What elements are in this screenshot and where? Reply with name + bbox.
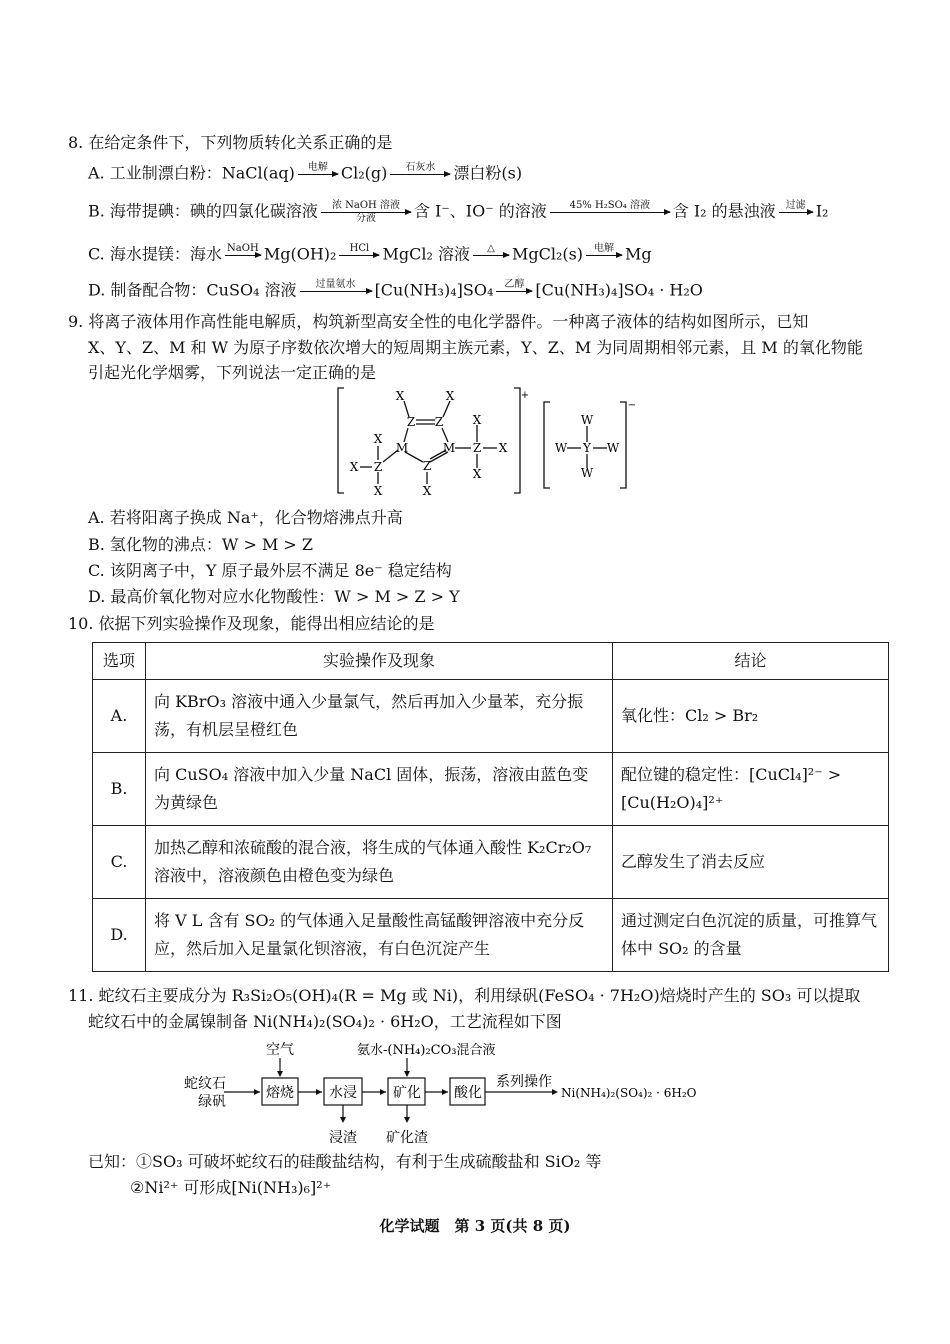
text: A. 工业制漂白粉：NaCl(aq) bbox=[88, 163, 295, 183]
series-operations-label: 系列操作 bbox=[496, 1074, 552, 1090]
q8-option-a bbox=[88, 162, 522, 186]
q8-stem: 8. 在给定条件下，下列物质转化关系正确的是 bbox=[68, 133, 393, 152]
q9-option-d: D. 最高价氧化物对应水化物酸性：W > M > Z > Y bbox=[88, 587, 460, 606]
row-option: B. bbox=[93, 753, 146, 826]
atom-x: X bbox=[395, 389, 405, 403]
text: I₂ bbox=[815, 201, 829, 221]
table-row bbox=[93, 680, 889, 753]
text: C. 海水提镁：海水 bbox=[88, 244, 222, 264]
q8-option-b bbox=[88, 200, 828, 224]
text: Cl₂(g) bbox=[340, 163, 388, 183]
atom-w: W bbox=[606, 441, 620, 455]
q11-known-1: 已知：①SO₃ 可破坏蛇纹石的硅酸盐结构，有利于生成硫酸盐和 SiO₂ 等 bbox=[88, 1152, 602, 1171]
atom-x: X bbox=[349, 460, 359, 474]
arrow bbox=[300, 279, 372, 303]
input-green-vitriol: 绿矾 bbox=[198, 1094, 226, 1110]
header-option: 选项 bbox=[93, 643, 146, 680]
text: 漂白粉(s) bbox=[453, 163, 523, 183]
q9-stem-line3: 引起光化学烟雾，下列说法一定正确的是 bbox=[88, 363, 377, 382]
q8-option-c bbox=[88, 243, 652, 267]
arrow bbox=[225, 243, 261, 267]
atom-z: Z bbox=[472, 441, 482, 455]
text: 含 I₂ 的悬浊液 bbox=[672, 201, 776, 221]
atom-m: M bbox=[395, 441, 409, 455]
text: [Cu(NH₃)₄]SO₄ · H₂O bbox=[535, 280, 703, 300]
atom-x: X bbox=[373, 432, 383, 446]
header-experiment: 实验操作及现象 bbox=[146, 643, 613, 680]
q11-stem-line1: 11. 蛇纹石主要成分为 R₃Si₂O₅(OH)₄(R = Mg 或 Ni)，利用绿矾(FeSO₄ · 7H₂O)焙烧时产生的 SO₃ 可以提取 bbox=[68, 986, 861, 1005]
input-air: 空气 bbox=[266, 1042, 294, 1058]
atom-x: X bbox=[472, 413, 482, 427]
arrow bbox=[390, 162, 450, 186]
arrow bbox=[496, 279, 532, 303]
header-conclusion: 结论 bbox=[613, 643, 889, 680]
atom-x: X bbox=[445, 389, 455, 403]
step-roasting: 熔烧 bbox=[266, 1085, 294, 1101]
atom-w: W bbox=[554, 441, 568, 455]
text: 含 I⁻、IO⁻ 的溶液 bbox=[413, 201, 547, 221]
atom-x: X bbox=[472, 467, 482, 481]
arrow bbox=[473, 243, 509, 267]
arrow-label: 电解 bbox=[307, 162, 328, 173]
q10-table bbox=[92, 642, 889, 972]
q10-stem: 10. 依据下列实验操作及现象，能得出相应结论的是 bbox=[68, 614, 435, 633]
atom-z: Z bbox=[406, 415, 416, 429]
row-experiment: 向 KBrO₃ 溶液中通入少量氯气，然后再加入少量苯，充分振荡，有机层呈橙红色 bbox=[146, 680, 613, 753]
ionic-liquid-structure bbox=[320, 380, 660, 505]
waste-mineral-residue: 矿化渣 bbox=[386, 1130, 428, 1146]
page-footer: 化学试题 第 3 页(共 8 页) bbox=[379, 1217, 571, 1235]
atom-x: X bbox=[373, 484, 383, 498]
input-reagent: 氨水-(NH₄)₂CO₃混合液 bbox=[357, 1043, 496, 1058]
step-leaching: 水浸 bbox=[329, 1085, 357, 1101]
arrow-label: HCl bbox=[349, 243, 370, 254]
arrow-label: △ bbox=[487, 243, 495, 254]
row-conclusion: 配位键的稳定性：[CuCl₄]²⁻ > [Cu(H₂O)₄]²⁺ bbox=[613, 753, 889, 826]
q9-option-c: C. 该阴离子中，Y 原子最外层不满足 8e⁻ 稳定结构 bbox=[88, 561, 452, 580]
text: MgCl₂ 溶液 bbox=[382, 244, 470, 264]
text: Mg bbox=[625, 244, 652, 264]
q11-stem-line2: 蛇纹石中的金属镍制备 Ni(NH₄)₂(SO₄)₂ · 6H₂O，工艺流程如下图 bbox=[88, 1012, 562, 1031]
row-experiment: 加热乙醇和浓硫酸的混合液，将生成的气体通入酸性 K₂Cr₂O₇ 溶液中，溶液颜色由橙色变为绿色 bbox=[146, 826, 613, 899]
arrow-label: 浓 NaOH 溶液 bbox=[331, 200, 400, 211]
row-option: C. bbox=[93, 826, 146, 899]
text: D. 制备配合物：CuSO₄ 溶液 bbox=[88, 280, 297, 300]
arrow-label: 乙醇 bbox=[504, 279, 525, 290]
row-experiment: 向 CuSO₄ 溶液中加入少量 NaCl 固体，振荡，溶液由蓝色变为黄绿色 bbox=[146, 753, 613, 826]
arrow-label: 石灰水 bbox=[405, 162, 436, 173]
text: Mg(OH)₂ bbox=[263, 244, 337, 264]
anion-charge: − bbox=[627, 400, 637, 411]
arrow-label: 45% H₂SO₄ 溶液 bbox=[569, 200, 650, 211]
atom-m: M bbox=[442, 441, 456, 455]
input-serpentine: 蛇纹石 bbox=[184, 1076, 226, 1092]
q9-option-a: A. 若将阳离子换成 Na⁺，化合物熔沸点升高 bbox=[88, 508, 403, 527]
arrow bbox=[586, 243, 622, 267]
q9-option-b: B. 氢化物的沸点：W > M > Z bbox=[88, 535, 314, 554]
atom-z: Z bbox=[422, 459, 432, 473]
atom-x: X bbox=[422, 484, 432, 498]
row-experiment: 将 V L 含有 SO₂ 的气体通入足量酸性高锰酸钾溶液中充分反应，然后加入足量氯化钡溶液，有白色沉淀产生 bbox=[146, 899, 613, 972]
atom-z: Z bbox=[434, 415, 444, 429]
q9-stem-line2: X、Y、Z、M 和 W 为原子序数依次增大的短周期主族元素，Y、Z、M 为同周期相邻元素，且 M 的氧化物能 bbox=[88, 338, 863, 357]
step-acidification: 酸化 bbox=[454, 1085, 482, 1101]
row-option: A. bbox=[93, 680, 146, 753]
cation-charge: + bbox=[520, 390, 530, 401]
arrow bbox=[321, 200, 411, 224]
q11-known-2: ②Ni²⁺ 可形成[Ni(NH₃)₆]²⁺ bbox=[130, 1178, 332, 1197]
arrow-label: 分液 bbox=[355, 213, 376, 224]
table-row bbox=[93, 899, 889, 972]
waste-leach-residue: 浸渣 bbox=[329, 1130, 357, 1146]
atom-z: Z bbox=[373, 460, 383, 474]
arrow-label: 过滤 bbox=[785, 200, 806, 211]
q8-option-d bbox=[88, 279, 703, 303]
atom-w: W bbox=[580, 466, 594, 480]
row-conclusion: 乙醇发生了消去反应 bbox=[613, 826, 889, 899]
step-mineralization: 矿化 bbox=[393, 1085, 421, 1101]
row-conclusion: 通过测定白色沉淀的质量，可推算气体中 SO₂ 的含量 bbox=[613, 899, 889, 972]
arrow bbox=[339, 243, 379, 267]
text: B. 海带提碘：碘的四氯化碳溶液 bbox=[88, 201, 318, 221]
arrow bbox=[298, 162, 338, 186]
arrow-label: 电解 bbox=[594, 243, 615, 254]
arrow bbox=[779, 200, 813, 224]
atom-y: Y bbox=[583, 441, 591, 455]
arrow-label: 过量氨水 bbox=[315, 279, 356, 290]
table-header bbox=[93, 643, 889, 680]
row-conclusion: 氧化性：Cl₂ > Br₂ bbox=[613, 680, 889, 753]
text: MgCl₂(s) bbox=[511, 244, 584, 264]
q9-stem-line1: 9. 将离子液体用作高性能电解质，构筑新型高安全性的电化学器件。一种离子液体的结构如图所示，已知 bbox=[68, 312, 809, 331]
atom-x: X bbox=[498, 441, 508, 455]
table-row bbox=[93, 753, 889, 826]
arrow-label: NaOH bbox=[227, 243, 259, 254]
text: [Cu(NH₃)₄]SO₄ bbox=[374, 280, 494, 300]
table-row bbox=[93, 826, 889, 899]
product: Ni(NH₄)₂(SO₄)₂ · 6H₂O bbox=[561, 1086, 697, 1100]
row-option: D. bbox=[93, 899, 146, 972]
process-flow-diagram bbox=[180, 1030, 800, 1150]
atom-w: W bbox=[580, 413, 594, 427]
arrow bbox=[550, 200, 670, 224]
